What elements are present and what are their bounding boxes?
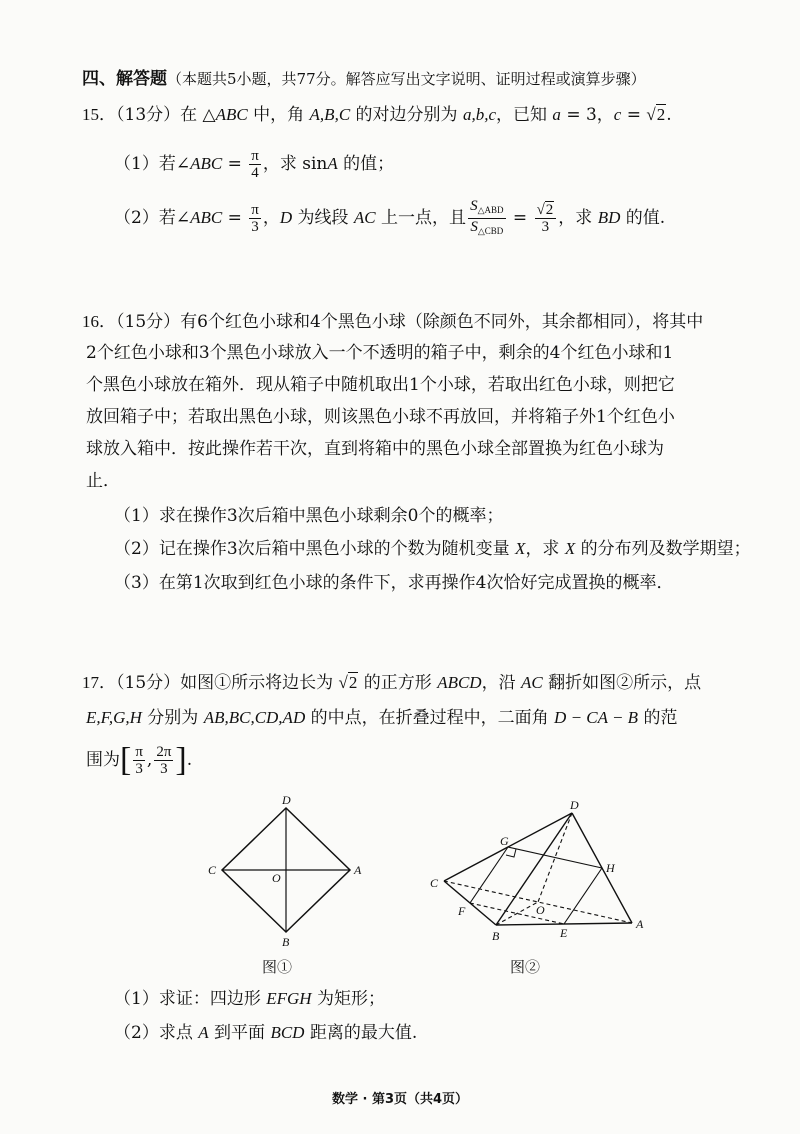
area-symbol: S	[470, 219, 478, 235]
q17-text: 的正方形	[358, 673, 438, 693]
page-footer: 数学 · 第3页（共4页）	[331, 1092, 469, 1107]
label-d: D	[570, 798, 579, 812]
q16-text: 的分布列及数学期望；	[575, 539, 751, 559]
q17-math: D − CA − B	[554, 708, 639, 727]
fraction-numerator: π	[251, 148, 259, 164]
q16-line-1	[82, 311, 703, 333]
bracket-left: [	[120, 741, 132, 779]
q17-math: AC	[521, 673, 543, 692]
q17-text: 围为	[86, 750, 120, 770]
part-index: （2）	[114, 208, 159, 228]
q15-stem	[82, 104, 672, 126]
q17-math: EFGH	[266, 989, 312, 1008]
fraction-denominator: 3	[251, 219, 259, 235]
q16-text: （2）记在操作3次后箱中黑色小球的个数为随机变量	[114, 539, 516, 559]
q17-score: （15分）	[116, 673, 181, 693]
section-note: （本题共5小题，共77分。解答应写出文字说明、证明过程或演算步骤）	[167, 70, 646, 88]
label-c: C	[430, 876, 439, 890]
label-b: B	[282, 935, 290, 949]
q16-math: X	[515, 539, 526, 558]
q17-line-3	[86, 741, 193, 779]
q15-text: .	[666, 105, 672, 125]
fraction-numerator: π	[135, 744, 143, 760]
q15-text: 若∠	[158, 208, 191, 228]
figure-2-caption: 图②	[510, 958, 541, 976]
q15-text: ，	[262, 208, 280, 228]
q16-line-5: 球放入箱中．按此操作若干次，直到将箱中的黑色小球全部置换为红色小球为	[86, 439, 664, 459]
part-index: （1）	[114, 154, 159, 174]
q17-number: 17．	[82, 673, 116, 692]
area-subscript: △CBD	[477, 226, 504, 236]
segment-gf	[470, 847, 508, 903]
comma: ,	[146, 750, 153, 770]
q16-number: 16．	[82, 312, 116, 331]
q17-text: ，沿	[481, 673, 521, 693]
q16-score: （15分）	[116, 312, 181, 332]
figure-1-caption: 图①	[262, 958, 293, 976]
label-d: D	[282, 793, 291, 807]
q17-text: 如图①所示将边长为	[180, 673, 339, 693]
q17-text: 的中点，在折叠过程中，二面角	[305, 708, 555, 728]
q15-text: 若∠	[158, 154, 191, 174]
figure-2-tetrahedron	[420, 795, 660, 945]
q17-part1	[114, 988, 385, 1010]
right-angle-marker	[506, 849, 516, 857]
q17-text: .	[186, 750, 193, 770]
q15-text: ，求 sin	[262, 154, 328, 174]
fraction-denominator: 4	[251, 165, 259, 181]
q17-text: 分别为	[141, 708, 204, 728]
q15-text: =	[222, 154, 248, 174]
fraction	[133, 744, 145, 777]
fraction-denominator: 3	[135, 761, 143, 777]
q17-line-1	[82, 672, 701, 694]
label-g: G	[500, 834, 509, 848]
q15-text: ，已知	[496, 105, 553, 125]
q17-text: 的范	[638, 708, 678, 728]
q15-math: AC	[353, 208, 376, 227]
sqrt-expression: √2	[646, 105, 666, 124]
q17-math: ABCD	[437, 673, 482, 692]
q17-text: 翻折如图②所示，点	[542, 673, 702, 693]
q17-math: AB,BC,CD,AD	[203, 708, 306, 727]
q17-math: A	[198, 1023, 209, 1042]
q15-text: 的值；	[337, 154, 395, 174]
sqrt-radicand: 2	[545, 202, 554, 218]
q15-math: ABC	[215, 105, 248, 124]
q15-text: 为线段	[292, 208, 354, 228]
label-o: O	[272, 871, 281, 885]
q15-math: ABC	[190, 154, 223, 173]
section-header	[82, 68, 646, 90]
area-ratio-fraction	[468, 198, 505, 239]
segment-bo	[496, 902, 538, 925]
q17-text: （2）求点	[114, 1023, 199, 1043]
label-h: H	[606, 861, 615, 875]
q15-text: = 3，	[560, 105, 614, 125]
q16-part1: （1）求在操作3次后箱中黑色小球剩余0个的概率；	[114, 506, 504, 526]
q17-part2	[114, 1022, 417, 1044]
label-e: E	[560, 926, 568, 940]
q15-math: A	[327, 154, 338, 173]
label-o: O	[536, 903, 545, 917]
segment-he	[564, 868, 602, 924]
q16-line-6: 止．	[86, 471, 120, 491]
q16-text: 有6个红色小球和4个黑色小球（除颜色不同外，其余都相同），将其中	[180, 312, 704, 332]
sqrt-expression: √2	[338, 673, 358, 692]
section-title: 四、解答题	[82, 69, 167, 89]
q17-text: （1）求证：四边形	[114, 989, 267, 1009]
label-b: B	[492, 929, 500, 943]
q16-part3: （3）在第1次取到红色小球的条件下，求再操作4次恰好完成置换的概率．	[114, 573, 674, 593]
edge-db	[496, 813, 572, 925]
sqrt-radicand: 2	[656, 105, 666, 124]
q16-line-3: 个黑色小球放在箱外．现从箱子中随机取出1个小球，若取出红色小球，则把它	[86, 375, 675, 395]
q17-text: 距离的最大值.	[304, 1023, 418, 1043]
q17-math: BCD	[270, 1023, 305, 1042]
q16-text: ，求	[525, 539, 565, 559]
q15-text: =	[621, 105, 647, 125]
label-c: C	[208, 863, 217, 877]
area-subscript: △ABD	[477, 205, 504, 215]
bracket-right: ]	[175, 741, 187, 779]
q15-number: 15．	[82, 105, 116, 124]
figure-1-square	[200, 790, 370, 950]
q15-math: D	[279, 208, 293, 227]
q16-line-2: 2个红色小球和3个黑色小球放入一个不透明的箱子中，剩余的4个红色小球和1	[86, 343, 674, 363]
q15-text: 中，角	[247, 105, 310, 125]
label-a: A	[636, 917, 644, 931]
q15-text: =	[507, 208, 533, 228]
sqrt-expression: √2	[536, 202, 554, 218]
q15-text: 的值.	[620, 208, 666, 228]
label-f: F	[458, 904, 466, 918]
sqrt-radicand: 2	[348, 673, 358, 692]
fraction	[249, 202, 261, 235]
q17-text: 为矩形；	[311, 989, 385, 1009]
q15-math: a,b,c	[462, 105, 497, 124]
q15-text: 在 △	[180, 105, 216, 125]
q15-math: BD	[597, 208, 621, 227]
fraction	[535, 202, 557, 235]
fraction	[249, 148, 261, 181]
q15-text: 上一点，且	[375, 208, 467, 228]
q15-text: 的对边分别为	[350, 105, 463, 125]
q17-line-2	[86, 707, 677, 729]
area-symbol: S	[470, 198, 478, 214]
q16-line-4: 放回箱子中；若取出黑色小球，则该黑色小球不再放回，并将箱子外1个红色小	[86, 407, 675, 427]
q15-text: ，求	[558, 208, 598, 228]
q15-math: c	[613, 105, 622, 124]
fraction	[154, 744, 173, 777]
q16-part2	[114, 538, 751, 560]
q17-text: 到平面	[208, 1023, 271, 1043]
fraction-numerator	[468, 198, 505, 219]
q15-text: =	[222, 208, 248, 228]
q15-math: ABC	[190, 208, 223, 227]
q15-part1	[114, 148, 394, 181]
q15-score: （13分）	[116, 105, 181, 125]
fraction-numerator: π	[251, 202, 259, 218]
q15-math: a	[552, 105, 561, 124]
label-a: A	[354, 863, 362, 877]
fraction-denominator	[468, 219, 505, 239]
q15-math: A,B,C	[309, 105, 351, 124]
q17-math: E,F,G,H	[86, 708, 142, 727]
fraction-denominator: 3	[160, 761, 168, 777]
q15-part2	[114, 198, 665, 239]
fraction-numerator: 2π	[156, 744, 172, 760]
segment-gh	[508, 847, 602, 868]
q16-math: X	[564, 539, 576, 558]
fraction-numerator	[535, 202, 557, 219]
fraction-denominator: 3	[541, 219, 550, 235]
